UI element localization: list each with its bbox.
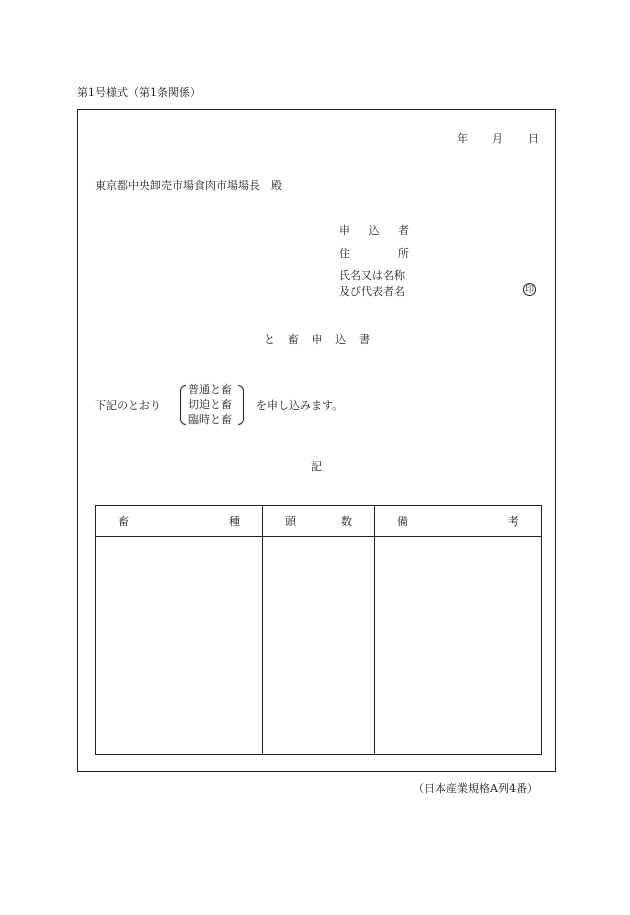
body-prefix: 下記のとおり [95, 399, 161, 412]
name-label-line-2: 及び代表者名 [339, 285, 405, 298]
body-option-1: 普通と畜 [188, 383, 232, 396]
form-label: 第1号様式（第1条関係） [77, 86, 201, 99]
column-header-species [96, 506, 263, 537]
date-year-label: 年 [457, 132, 468, 145]
applicant-title [339, 225, 409, 236]
column-header-remarks [375, 506, 542, 537]
ki-label: 記 [311, 460, 322, 473]
species-cell[interactable] [96, 537, 263, 755]
label-char: 込 [368, 224, 380, 237]
table-row [96, 537, 542, 755]
column-header-char: 畜 [118, 515, 129, 528]
remarks-cell[interactable] [375, 537, 542, 755]
column-header-char: 備 [397, 515, 408, 528]
livestock-table [95, 505, 542, 755]
label-char: 込 [335, 333, 347, 346]
label-char: 申 [311, 333, 323, 346]
label-char: 住 [339, 247, 350, 260]
label-char: と [264, 333, 275, 346]
label-char: 申 [339, 224, 350, 237]
column-header-char: 種 [229, 515, 240, 528]
body-option-2: 切迫と畜 [188, 398, 232, 411]
date-day-label: 日 [528, 132, 539, 145]
count-cell[interactable] [263, 537, 375, 755]
addressee: 東京都中央卸売市場食肉市場場長 殿 [95, 179, 282, 192]
label-char: 書 [359, 333, 370, 346]
paper-size-note: （日本産業規格A列4番） [413, 782, 538, 795]
date-month-label: 月 [492, 132, 503, 145]
right-brace [238, 385, 244, 425]
left-brace [180, 385, 186, 425]
seal-mark: 印 [524, 285, 534, 295]
table-header-row [96, 506, 542, 537]
address-label [339, 248, 409, 259]
body-option-3: 臨時と畜 [188, 413, 232, 426]
column-header-char: 考 [508, 515, 519, 528]
column-header-count [263, 506, 375, 537]
column-header-char: 数 [341, 515, 352, 528]
column-header-char: 頭 [285, 515, 296, 528]
body-suffix: を申し込みます。 [256, 399, 344, 412]
name-label-line-1: 氏名又は名称 [339, 269, 405, 282]
label-char: 畜 [287, 333, 299, 346]
label-char: 所 [398, 247, 409, 260]
document-title [264, 334, 370, 345]
label-char: 者 [398, 224, 409, 237]
